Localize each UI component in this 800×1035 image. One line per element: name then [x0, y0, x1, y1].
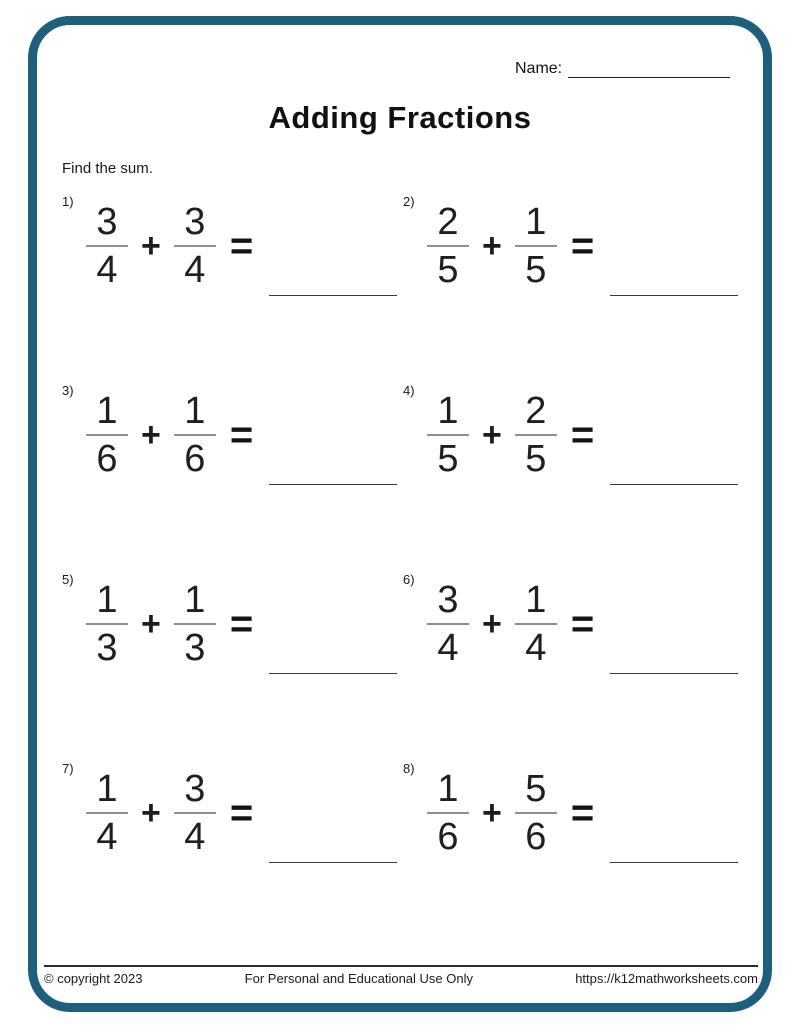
- fraction-bar: [86, 245, 128, 247]
- denominator: 5: [437, 249, 459, 291]
- answer-blank-line: [269, 862, 397, 863]
- answer-blank-line: [610, 295, 738, 296]
- fraction-1: [86, 770, 128, 856]
- fraction-1: [427, 392, 469, 478]
- numerator: 1: [96, 579, 118, 621]
- plus-sign: +: [482, 226, 502, 265]
- fraction-bar: [86, 623, 128, 625]
- expression: [427, 389, 744, 481]
- plus-sign: +: [141, 415, 161, 454]
- fraction-1: [427, 203, 469, 289]
- numerator: 1: [96, 390, 118, 432]
- denominator: 6: [437, 816, 459, 858]
- denominator: 3: [96, 627, 118, 669]
- expression: [427, 578, 744, 670]
- equals-sign: =: [570, 790, 595, 835]
- problem-number: 5): [62, 572, 74, 587]
- fraction-bar: [174, 434, 216, 436]
- denominator: 6: [184, 438, 206, 480]
- numerator: 1: [96, 768, 118, 810]
- fraction-bar: [86, 812, 128, 814]
- fraction-bar: [515, 623, 557, 625]
- numerator: 1: [184, 390, 206, 432]
- footer: [44, 971, 758, 986]
- expression: [86, 578, 403, 670]
- denominator: 4: [437, 627, 459, 669]
- plus-sign: +: [141, 604, 161, 643]
- numerator: 1: [184, 579, 206, 621]
- plus-sign: +: [141, 793, 161, 832]
- problem-number: 6): [403, 572, 415, 587]
- footer-divider-line: [44, 965, 758, 967]
- denominator: 5: [525, 249, 547, 291]
- fraction-2: [515, 770, 557, 856]
- problem-number: 3): [62, 383, 74, 398]
- plus-sign: +: [141, 226, 161, 265]
- fraction-2: [515, 581, 557, 667]
- equals-sign: =: [570, 601, 595, 646]
- denominator: 4: [184, 249, 206, 291]
- fraction-bar: [515, 812, 557, 814]
- problem-7: [62, 759, 403, 948]
- problem-2: [403, 192, 744, 381]
- fraction-1: [86, 203, 128, 289]
- problem-1: [62, 192, 403, 381]
- fraction-bar: [515, 434, 557, 436]
- equals-sign: =: [229, 223, 254, 268]
- instruction-text: Find the sum.: [62, 160, 153, 177]
- plus-sign: +: [482, 415, 502, 454]
- footer-usage-note: For Personal and Educational Use Only: [244, 971, 474, 986]
- equals-sign: =: [570, 412, 595, 457]
- expression: [427, 767, 744, 859]
- fraction-bar: [86, 434, 128, 436]
- denominator: 4: [96, 816, 118, 858]
- fraction-bar: [427, 623, 469, 625]
- numerator: 2: [437, 201, 459, 243]
- numerator: 2: [525, 390, 547, 432]
- fraction-bar: [427, 434, 469, 436]
- expression: [86, 200, 403, 292]
- problem-number: 2): [403, 194, 415, 209]
- numerator: 1: [525, 579, 547, 621]
- answer-blank-line: [610, 862, 738, 863]
- fraction-2: [174, 203, 216, 289]
- problem-3: [62, 381, 403, 570]
- fraction-1: [427, 581, 469, 667]
- denominator: 6: [96, 438, 118, 480]
- equals-sign: =: [229, 601, 254, 646]
- numerator: 3: [437, 579, 459, 621]
- denominator: 5: [525, 438, 547, 480]
- fraction-bar: [427, 812, 469, 814]
- expression: [427, 200, 744, 292]
- equals-sign: =: [229, 790, 254, 835]
- fraction-2: [174, 581, 216, 667]
- expression: [86, 389, 403, 481]
- problem-8: [403, 759, 744, 948]
- name-field-row: [515, 60, 730, 78]
- numerator: 1: [525, 201, 547, 243]
- numerator: 3: [184, 768, 206, 810]
- expression: [86, 767, 403, 859]
- denominator: 5: [437, 438, 459, 480]
- denominator: 4: [96, 249, 118, 291]
- fraction-2: [515, 392, 557, 478]
- answer-blank-line: [610, 484, 738, 485]
- footer-copyright: © copyright 2023: [44, 971, 143, 986]
- name-label: Name:: [515, 60, 563, 77]
- fraction-2: [174, 392, 216, 478]
- fraction-bar: [515, 245, 557, 247]
- numerator: 3: [96, 201, 118, 243]
- numerator: 3: [184, 201, 206, 243]
- problem-number: 1): [62, 194, 74, 209]
- problem-number: 8): [403, 761, 415, 776]
- problems-grid: [62, 192, 752, 948]
- numerator: 5: [525, 768, 547, 810]
- fraction-2: [174, 770, 216, 856]
- denominator: 4: [184, 816, 206, 858]
- fraction-1: [86, 581, 128, 667]
- problem-6: [403, 570, 744, 759]
- footer-website-url: https://k12mathworksheets.com: [575, 971, 758, 986]
- denominator: 4: [525, 627, 547, 669]
- fraction-bar: [174, 245, 216, 247]
- plus-sign: +: [482, 604, 502, 643]
- denominator: 6: [525, 816, 547, 858]
- fraction-2: [515, 203, 557, 289]
- problem-number: 7): [62, 761, 74, 776]
- answer-blank-line: [269, 295, 397, 296]
- problem-number: 4): [403, 383, 415, 398]
- fraction-bar: [427, 245, 469, 247]
- page-title: Adding Fractions: [268, 100, 532, 135]
- fraction-bar: [174, 812, 216, 814]
- name-blank-line: [568, 61, 730, 78]
- plus-sign: +: [482, 793, 502, 832]
- problem-4: [403, 381, 744, 570]
- fraction-bar: [174, 623, 216, 625]
- numerator: 1: [437, 390, 459, 432]
- answer-blank-line: [269, 673, 397, 674]
- fraction-1: [86, 392, 128, 478]
- denominator: 3: [184, 627, 206, 669]
- problem-5: [62, 570, 403, 759]
- answer-blank-line: [269, 484, 397, 485]
- equals-sign: =: [229, 412, 254, 457]
- answer-blank-line: [610, 673, 738, 674]
- numerator: 1: [437, 768, 459, 810]
- equals-sign: =: [570, 223, 595, 268]
- fraction-1: [427, 770, 469, 856]
